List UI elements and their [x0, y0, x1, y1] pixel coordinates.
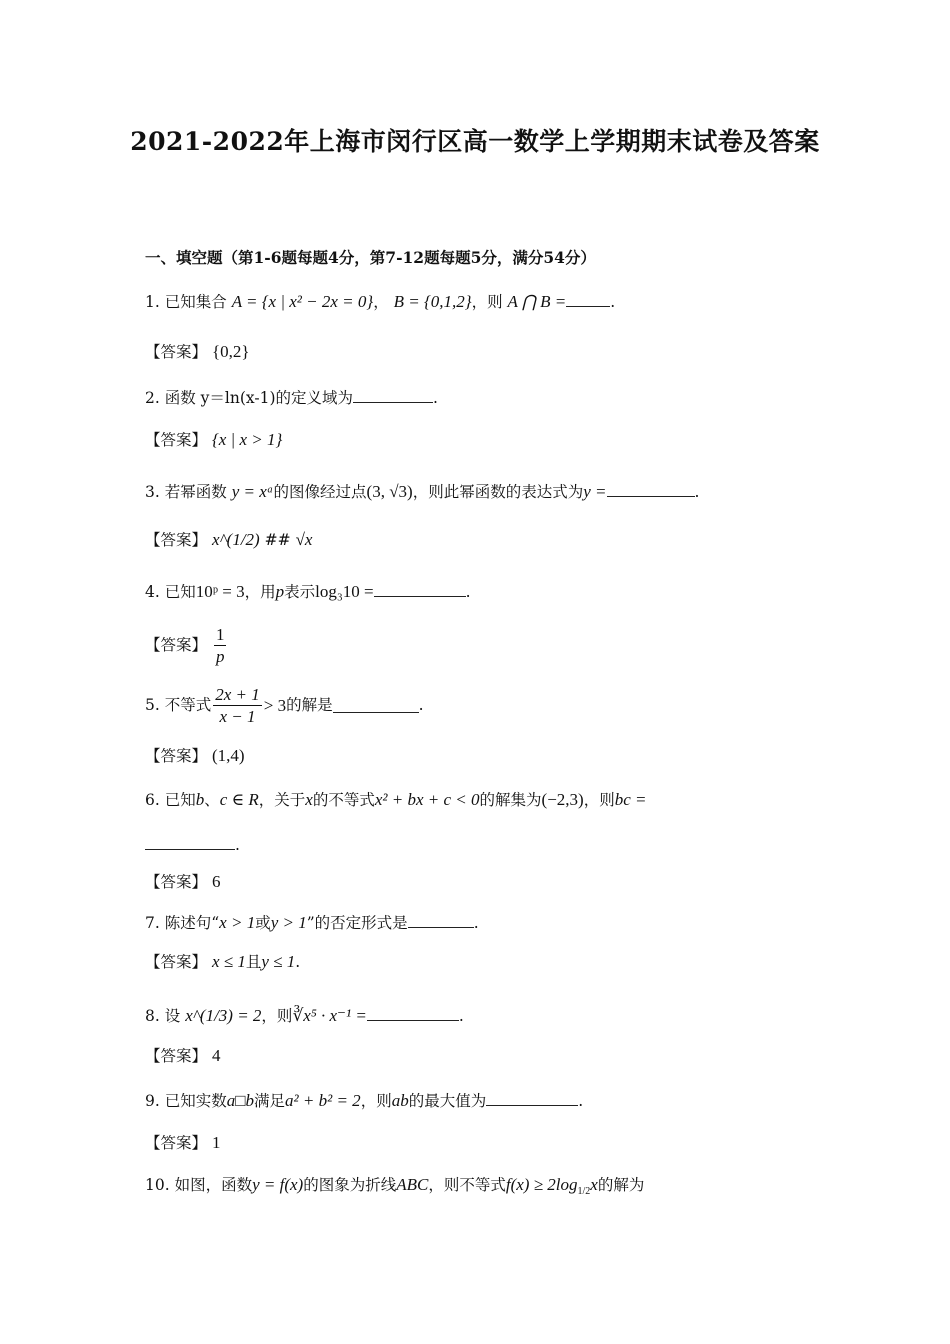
question-text: 的最大值为 — [408, 1092, 487, 1110]
fraction-numerator: 2x + 1 — [215, 685, 260, 704]
question-text: 已知集合 — [164, 293, 227, 311]
inequality-fraction — [213, 686, 262, 725]
question-text: 的解为 — [597, 1176, 645, 1194]
answer-label: 【答案】 — [145, 635, 208, 654]
math-expression: ∛x⁵ · x⁻¹ = — [292, 1006, 367, 1025]
question-number: 6. — [145, 791, 160, 809]
answer-9 — [145, 1134, 220, 1152]
question-text: 设 — [164, 1007, 181, 1025]
question-text: ”的否定形式是 — [306, 914, 408, 932]
question-number: 1. — [145, 293, 160, 311]
question-text: . — [465, 583, 471, 601]
answer-value: {x | x > 1} — [211, 430, 283, 449]
answer-8 — [145, 1047, 220, 1065]
question-10 — [145, 1176, 644, 1197]
answer-value: 6 — [211, 872, 221, 891]
math-expression: x — [590, 1175, 598, 1194]
answer-value: √x — [295, 530, 313, 549]
question-text: . — [458, 1007, 464, 1025]
math-expression: (−2,3) — [541, 790, 584, 809]
question-text: . — [694, 483, 700, 501]
math-expression: x^(1/3) = 2 — [185, 1006, 262, 1025]
answer-value: 且 — [245, 953, 262, 971]
answer-blank — [353, 388, 433, 403]
answer-label: 【答案】 — [145, 531, 208, 549]
answer-blank — [408, 913, 474, 928]
answer-blank — [566, 292, 610, 307]
answer-value: x^(1/2) — [211, 530, 260, 549]
math-expression: f(x) ≥ 2log — [505, 1175, 578, 1194]
answer-blank — [367, 1006, 459, 1021]
math-expression: B = {0,1,2} — [393, 292, 472, 311]
question-4 — [145, 582, 471, 601]
answer-label: 【答案】 — [145, 343, 208, 361]
math-expression: y = xᵃ — [231, 482, 274, 501]
question-text: 、 — [204, 791, 220, 809]
question-text: 的图像经过点 — [273, 483, 367, 501]
question-text: ，关于 — [258, 791, 306, 809]
section-heading: 一、填空题（第1-6题每题4分，第7-12题每题5分，满分54分） — [145, 248, 596, 267]
math-expression: x > 1 — [219, 913, 256, 932]
question-text: . — [473, 914, 479, 932]
answer-label: 【答案】 — [145, 1047, 208, 1065]
question-text: ，则 — [261, 1007, 293, 1025]
answer-2 — [145, 431, 282, 449]
question-text: ，则 — [471, 293, 503, 311]
question-5 — [145, 686, 424, 725]
question-text: 若幂函数 — [164, 483, 227, 501]
question-text: 或 — [255, 914, 271, 932]
answer-7 — [145, 953, 300, 971]
answer-3 — [145, 531, 312, 549]
question-number: 4. — [145, 583, 160, 601]
answer-value: (1,4) — [211, 746, 245, 765]
question-text: 的不等式 — [312, 791, 375, 809]
question-2 — [145, 388, 438, 407]
question-8 — [145, 1006, 464, 1025]
question-number: 3. — [145, 483, 160, 501]
math-expression: A = {x | x² − 2x = 0} — [231, 292, 374, 311]
answer-6 — [145, 873, 220, 891]
question-number: 2. — [145, 389, 160, 407]
question-text: . — [418, 695, 424, 714]
answer-value: 1 — [211, 1133, 221, 1152]
math-expression: x — [305, 790, 313, 809]
math-expression: ABC — [396, 1175, 429, 1194]
math-expression: A ⋂ B = — [507, 292, 567, 311]
answer-4 — [145, 626, 228, 665]
question-text: 的图象为折线 — [303, 1176, 397, 1194]
question-text: ，则此幂函数的表达式为 — [412, 483, 584, 501]
question-9 — [145, 1091, 583, 1110]
math-expression: b — [195, 790, 205, 809]
answer-value: y ≤ 1 — [261, 952, 296, 971]
answer-label: 【答案】 — [145, 873, 208, 891]
answer-blank — [145, 835, 235, 850]
question-text: 陈述句“ — [164, 914, 220, 932]
fraction-denominator: x − 1 — [219, 707, 256, 726]
question-6 — [145, 791, 647, 809]
question-1 — [145, 292, 615, 311]
question-number: 5. — [145, 695, 160, 714]
question-text: 已知 — [164, 583, 196, 601]
math-expression: (3, √3) — [366, 482, 413, 501]
answer-blank — [607, 482, 695, 497]
question-text: 不等式 — [164, 695, 212, 714]
answer-5 — [145, 747, 245, 765]
answer-label: 【答案】 — [145, 431, 208, 449]
math-expression: x² + bx + c < 0 — [374, 790, 480, 809]
answer-1 — [145, 343, 250, 361]
question-text: 的解集为 — [479, 791, 542, 809]
question-text: . — [578, 1092, 584, 1110]
question-7 — [145, 913, 479, 932]
question-text: ，则 — [583, 791, 615, 809]
question-text: 已知实数 — [164, 1092, 227, 1110]
question-text: ， — [373, 293, 389, 311]
math-expression: y > 1 — [270, 913, 307, 932]
answer-separator: ## — [264, 531, 291, 549]
question-text: 已知 — [164, 791, 196, 809]
question-text: 函数 y＝ln(x-1)的定义域为 — [164, 389, 354, 407]
answer-label: 【答案】 — [145, 747, 208, 765]
math-expression: > 3 — [263, 696, 287, 715]
answer-value: 4 — [211, 1046, 221, 1065]
math-expression: y = — [583, 482, 607, 501]
math-expression: a² + b² = 2 — [285, 1091, 361, 1110]
question-6-continuation — [145, 835, 240, 854]
question-text: . — [610, 293, 616, 311]
math-expression: log₃10 = — [315, 582, 374, 601]
question-number: 9. — [145, 1092, 160, 1110]
question-text: ，则 — [360, 1092, 392, 1110]
answer-value: . — [295, 953, 301, 971]
answer-value: {0,2} — [211, 342, 250, 361]
fraction-denominator: p — [215, 647, 225, 666]
question-text: 表示 — [284, 583, 316, 601]
math-expression: y = f(x) — [252, 1175, 304, 1194]
question-text: ，则不等式 — [428, 1176, 506, 1194]
math-expression: a□b — [226, 1091, 255, 1110]
question-number: 10. — [145, 1176, 170, 1194]
question-text: 满足 — [254, 1092, 286, 1110]
answer-blank — [374, 582, 466, 597]
answer-blank — [486, 1091, 578, 1106]
answer-label: 【答案】 — [145, 1134, 208, 1152]
answer-label: 【答案】 — [145, 953, 208, 971]
answer-blank — [333, 698, 419, 713]
question-number: 7. — [145, 914, 160, 932]
question-text: . — [433, 389, 438, 407]
fraction-numerator: 1 — [215, 625, 225, 644]
page-title: 2021-2022年上海市闵行区高一数学上学期期末试卷及答案 — [130, 127, 820, 156]
math-expression: 10ᵖ = 3 — [195, 582, 245, 601]
answer-value: x ≤ 1 — [211, 952, 246, 971]
question-text: 如图，函数 — [174, 1176, 253, 1194]
log-base: 1/2 — [577, 1186, 591, 1198]
question-text: . — [235, 836, 240, 854]
math-expression: p — [275, 582, 285, 601]
math-expression: ab — [391, 1091, 409, 1110]
question-3 — [145, 482, 699, 501]
answer-fraction — [214, 626, 227, 665]
question-text: ，用 — [244, 583, 276, 601]
question-number: 8. — [145, 1007, 160, 1025]
math-expression: bc = — [614, 790, 647, 809]
math-expression: c ∈ R — [219, 790, 259, 809]
question-text: 的解是 — [286, 695, 333, 714]
